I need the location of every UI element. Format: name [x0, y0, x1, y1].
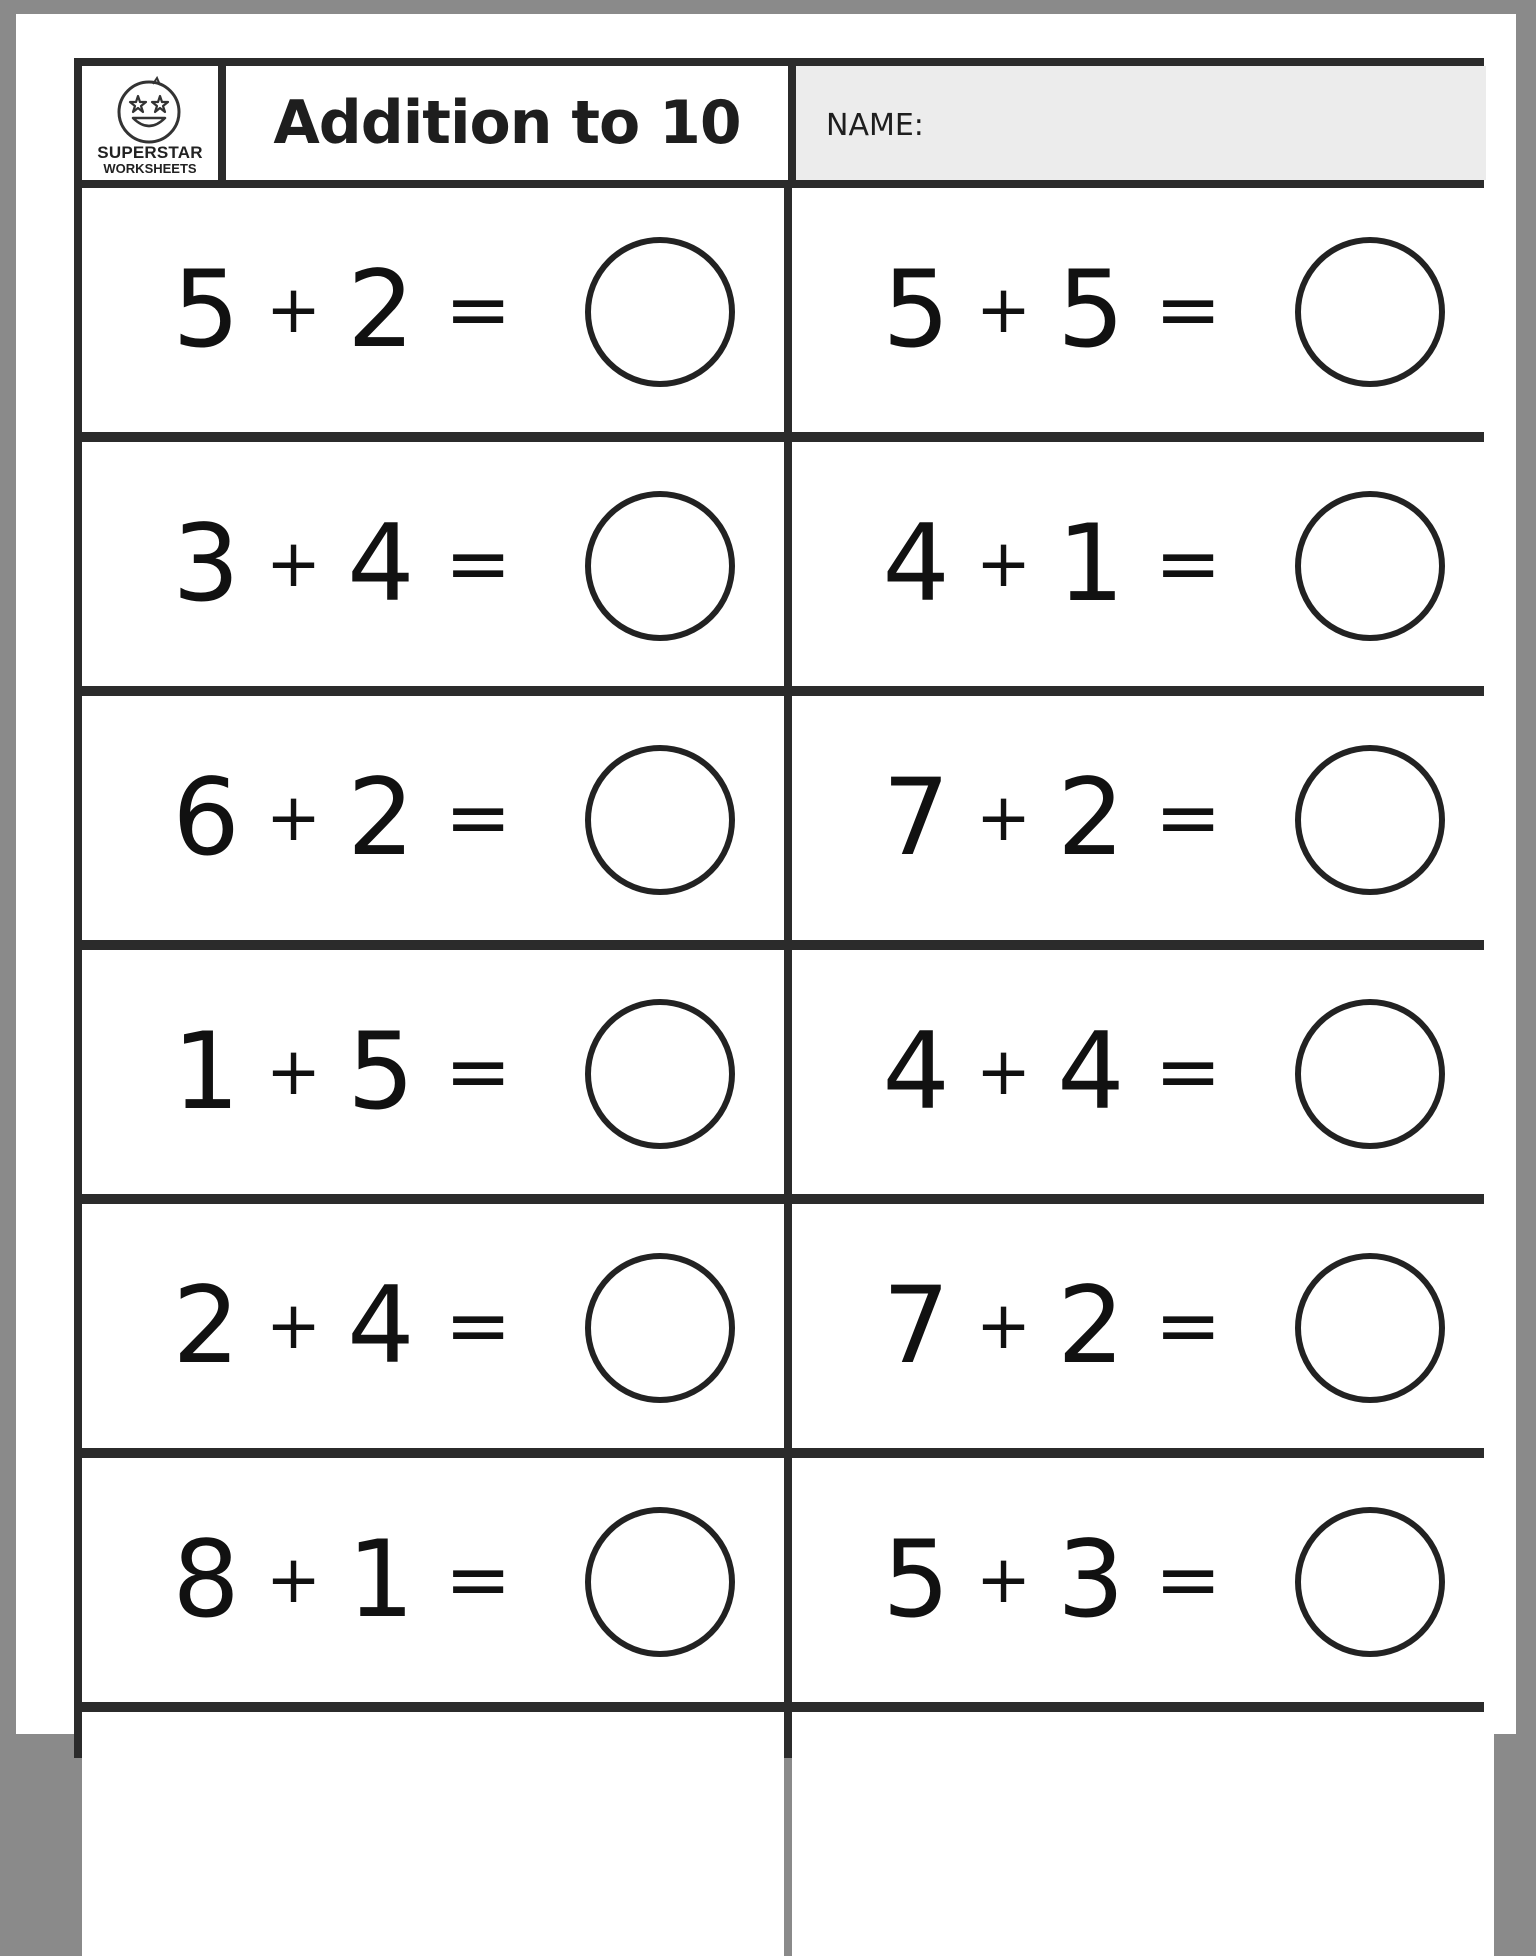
- problem-cell: [82, 1204, 784, 1448]
- problem-cell: [82, 188, 784, 432]
- addend-a: 7: [882, 1264, 950, 1387]
- plus-sign: +: [265, 1541, 322, 1618]
- problem-cell: [792, 188, 1494, 432]
- equals-sign: =: [444, 1279, 512, 1372]
- addend-a: 5: [172, 248, 240, 371]
- equals-sign: =: [444, 517, 512, 610]
- problem-cell: [792, 950, 1494, 1194]
- answer-circle[interactable]: [1292, 742, 1448, 898]
- equation: [82, 696, 602, 940]
- worksheet-grid: [74, 58, 1484, 1758]
- addend-b: 1: [1057, 502, 1125, 625]
- addend-a: 4: [882, 502, 950, 625]
- equation: [82, 188, 602, 432]
- addend-b: 2: [1057, 756, 1125, 879]
- addend-b: 4: [347, 502, 415, 625]
- worksheet-header: [80, 64, 1478, 182]
- addend-b: 1: [347, 1518, 415, 1641]
- star-face-icon: [113, 76, 185, 148]
- addend-b: 3: [1057, 1518, 1125, 1641]
- equals-sign: =: [1154, 263, 1222, 356]
- answer-circle[interactable]: [582, 234, 738, 390]
- problem-cell-partial: [82, 1712, 784, 1956]
- equation: [82, 442, 602, 686]
- problem-cell: [792, 1204, 1494, 1448]
- problem-cell: [82, 950, 784, 1194]
- plus-sign: +: [975, 1541, 1032, 1618]
- addend-b: 2: [1057, 1264, 1125, 1387]
- logo-text-superstar: SUPERSTAR: [97, 143, 203, 162]
- equation: [792, 950, 1312, 1194]
- plus-sign: +: [975, 1033, 1032, 1110]
- worksheet-page: [16, 14, 1516, 1734]
- plus-sign: +: [975, 525, 1032, 602]
- plus-sign: +: [265, 1033, 322, 1110]
- plus-sign: +: [975, 779, 1032, 856]
- equation: [792, 442, 1312, 686]
- equation: [82, 950, 602, 1194]
- answer-circle[interactable]: [582, 1250, 738, 1406]
- equation: [792, 1204, 1312, 1448]
- equation: [82, 1458, 602, 1702]
- name-label: NAME:: [826, 108, 924, 143]
- answer-circle[interactable]: [1292, 1504, 1448, 1660]
- addend-b: 4: [347, 1264, 415, 1387]
- addend-b: 5: [347, 1010, 415, 1133]
- plus-sign: +: [265, 271, 322, 348]
- worksheet-title: Addition to 10: [273, 88, 741, 158]
- equals-sign: =: [1154, 771, 1222, 864]
- addend-b: 2: [347, 756, 415, 879]
- addend-b: 5: [1057, 248, 1125, 371]
- addend-b: 2: [347, 248, 415, 371]
- equals-sign: =: [444, 1025, 512, 1118]
- problem-cell: [82, 1458, 784, 1702]
- answer-circle[interactable]: [582, 996, 738, 1152]
- problem-cell-partial: [792, 1712, 1494, 1956]
- logo-text-worksheets: WORKSHEETS: [103, 161, 197, 176]
- problem-cell: [792, 1458, 1494, 1702]
- problem-cell: [82, 442, 784, 686]
- addend-a: 5: [882, 248, 950, 371]
- addend-a: 5: [882, 1518, 950, 1641]
- addend-a: 1: [172, 1010, 240, 1133]
- addend-a: 4: [882, 1010, 950, 1133]
- equation: [82, 1204, 602, 1448]
- equation: [792, 1458, 1312, 1702]
- addend-a: 6: [172, 756, 240, 879]
- equals-sign: =: [444, 263, 512, 356]
- title-box: [226, 66, 788, 180]
- plus-sign: +: [975, 271, 1032, 348]
- answer-circle[interactable]: [1292, 1250, 1448, 1406]
- addend-a: 7: [882, 756, 950, 879]
- answer-circle[interactable]: [582, 488, 738, 644]
- plus-sign: +: [975, 1287, 1032, 1364]
- answer-circle[interactable]: [1292, 234, 1448, 390]
- equals-sign: =: [1154, 1533, 1222, 1626]
- answer-circle[interactable]: [582, 742, 738, 898]
- answer-circle[interactable]: [1292, 996, 1448, 1152]
- equation: [792, 188, 1312, 432]
- answer-circle[interactable]: [1292, 488, 1448, 644]
- equals-sign: =: [444, 771, 512, 864]
- problem-cell: [792, 696, 1494, 940]
- equation: [792, 696, 1312, 940]
- equals-sign: =: [1154, 1279, 1222, 1372]
- name-field[interactable]: [796, 66, 1486, 180]
- plus-sign: +: [265, 525, 322, 602]
- addend-a: 2: [172, 1264, 240, 1387]
- problem-cell: [792, 442, 1494, 686]
- addend-a: 8: [172, 1518, 240, 1641]
- equals-sign: =: [1154, 1025, 1222, 1118]
- equals-sign: =: [444, 1533, 512, 1626]
- problem-cell: [82, 696, 784, 940]
- equals-sign: =: [1154, 517, 1222, 610]
- answer-circle[interactable]: [582, 1504, 738, 1660]
- logo: [82, 66, 224, 180]
- plus-sign: +: [265, 779, 322, 856]
- plus-sign: +: [265, 1287, 322, 1364]
- addend-b: 4: [1057, 1010, 1125, 1133]
- addend-a: 3: [172, 502, 240, 625]
